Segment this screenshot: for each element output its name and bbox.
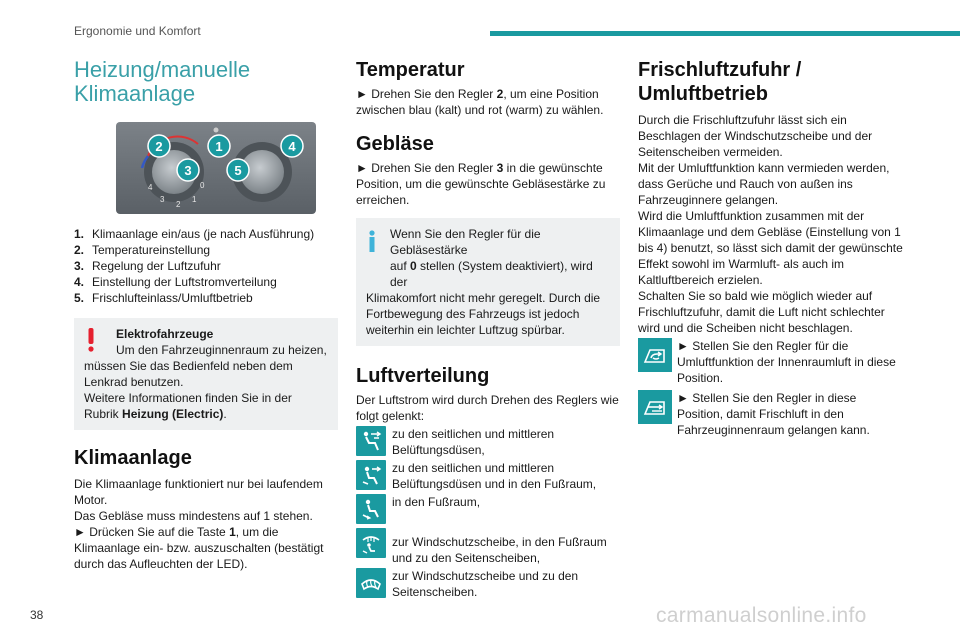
- recirc-text: ► Stellen Sie den Regler für die Umluftfunktion der Innenraumluft in diese Position.: [677, 339, 896, 385]
- windscreen-feet-icon: [356, 528, 386, 558]
- face-feet-vent-icon: [356, 460, 386, 490]
- dial-mark-3: 3: [160, 195, 165, 204]
- info-note: [356, 218, 620, 346]
- dist-item-2-text: zu den seitlichen und mittleren Belüftungsdüsen und in den Fußraum,: [392, 461, 597, 491]
- header-rule: [490, 31, 960, 36]
- info-line-1: Wenn Sie den Regler für die Gebläsestärke: [390, 227, 541, 257]
- dist-item-3-text: in den Fußraum,: [392, 495, 481, 509]
- control-panel-illustration: [116, 122, 316, 214]
- info-rest: Klimakomfort nicht mehr geregelt. Durch die Fortbewegung des Fahrzeugs ist jedoch weiterhin ein leichter Luftzug spürbar.: [366, 291, 601, 337]
- callout-5-label: 5: [234, 163, 242, 178]
- recirc-item: [638, 338, 904, 386]
- fan-paragraph: ► Drehen Sie den Regler 3 in die gewünschte Position, um die gewünschte Gebläsestärke zu erreichen.: [356, 161, 606, 207]
- fresh-paragraph-3: Wird die Umluftfunktion zusammen mit der Klimaanlage und dem Gebläse (Einstellung von 1 bis 4) benutzt, so lässt sich damit der gewünschte Effekt sowohl im Warmluft- als auch im Kaltluftbereich erzielen.: [638, 209, 903, 287]
- temp-paragraph: ► Drehen Sie den Regler 2, um eine Position zwischen blau (kalt) und rot (warm) zu wählen.: [356, 87, 604, 117]
- callout-2-label: 2: [155, 139, 163, 154]
- heading-frischluft: Frischluftzufuhr / Umluftbetrieb: [638, 59, 802, 105]
- dist-item-2: [356, 460, 620, 492]
- dist-item-1: [356, 426, 620, 458]
- defrost-icon: [356, 568, 386, 598]
- note-line-2: müssen Sie das Bedienfeld neben dem Lenkrad benutzen.: [84, 359, 293, 389]
- legend-item: 4. Einstellung der Luftstromverteilung: [74, 275, 277, 289]
- dist-item-4-text: zur Windschutzscheibe, in den Fußraum und zu den Seitenscheiben,: [392, 535, 607, 565]
- note-line-1: Um den Fahrzeuginnenraum zu heizen,: [116, 343, 327, 357]
- note-title: Elektrofahrzeuge: [116, 327, 214, 341]
- page-number: 38: [30, 608, 44, 622]
- ac-paragraph-3: ► Drücken Sie auf die Taste 1, um die Klimaanlage ein- bzw. auszuschalten (bestätigt durch das Aufleuchten der LED).: [74, 525, 324, 571]
- dial-mark-4: 4: [148, 183, 153, 192]
- recirculation-icon: [638, 338, 672, 372]
- warning-icon: [88, 328, 94, 352]
- dist-item-5-text: zur Windschutzscheibe und zu den Seitenscheiben.: [392, 569, 579, 599]
- note-line-3: Weitere Informationen finden Sie in der Rubrik Heizung (Electric).: [84, 391, 292, 421]
- dist-intro: Der Luftstrom wird durch Drehen des Reglers wie folgt gelenkt:: [356, 393, 619, 423]
- feet-vent-icon: [356, 494, 386, 524]
- page-title: Heizung/manuelle Klimaanlage: [74, 57, 251, 106]
- warning-note: [74, 318, 338, 430]
- legend-item: 2. Temperatureinstellung: [74, 243, 211, 257]
- ac-paragraph-2: Das Gebläse muss mindestens auf 1 stehen.: [74, 509, 313, 523]
- dist-item-4: [356, 528, 620, 566]
- fresh-air-text: ► Stellen Sie den Regler in diese Position, damit Frischluft in den Fahrzeuginnenraum gelangen kann.: [677, 391, 870, 437]
- dial-mark-1: 1: [192, 195, 197, 204]
- info-line-2: auf 0 stellen (System deaktiviert), wird der: [390, 259, 593, 289]
- callout-1-label: 1: [215, 139, 223, 154]
- callout-4-label: 4: [288, 139, 296, 154]
- column-3: [638, 58, 904, 438]
- control-panel-figure: [82, 122, 340, 214]
- heading-luftverteilung: Luftverteilung: [356, 365, 490, 387]
- dist-item-5: [356, 568, 620, 600]
- legend-item: 3. Regelung der Luftzufuhr: [74, 259, 221, 273]
- legend-item: 1. Klimaanlage ein/aus (je nach Ausführung): [74, 227, 315, 241]
- heading-temperatur: Temperatur: [356, 59, 465, 81]
- running-header: Ergonomie und Komfort: [74, 24, 201, 38]
- info-icon: [368, 230, 376, 252]
- dial-mark-2: 2: [176, 200, 181, 209]
- fresh-paragraph-1: Durch die Frischluftzufuhr lässt sich ein Beschlagen der Windschutzscheibe und der Seitenscheiben vermeiden.: [638, 113, 873, 159]
- heading-klimaanlage: Klimaanlage: [74, 447, 192, 469]
- dist-item-3: [356, 494, 620, 524]
- legend-list: [74, 226, 338, 306]
- fresh-paragraph-4: Schalten Sie so bald wie möglich wieder auf Frischluftzufuhr, damit die Luft nicht schlechter wird und die Scheiben nicht beschlagen.: [638, 289, 885, 335]
- column-2: [356, 58, 620, 600]
- legend-item: 5. Frischlufteinlass/Umluftbetrieb: [74, 291, 253, 305]
- watermark: carmanualsonline.info: [656, 604, 867, 627]
- callout-3-label: 3: [184, 163, 192, 178]
- fresh-air-icon: [638, 390, 672, 424]
- heading-geblaese: Gebläse: [356, 133, 434, 155]
- fresh-air-item: [638, 390, 904, 438]
- dial-mark-0: 0: [200, 181, 205, 190]
- column-1: [74, 58, 338, 572]
- dist-item-1-text: zu den seitlichen und mittleren Belüftungsdüsen,: [392, 427, 555, 457]
- ac-paragraph-1: Die Klimaanlage funktioniert nur bei laufendem Motor.: [74, 477, 323, 507]
- fresh-paragraph-2: Mit der Umluftfunktion kann vermieden werden, dass Gerüche und Rauch von außen ins Fahrzeuginnere gelangen.: [638, 161, 890, 207]
- face-vent-icon: [356, 426, 386, 456]
